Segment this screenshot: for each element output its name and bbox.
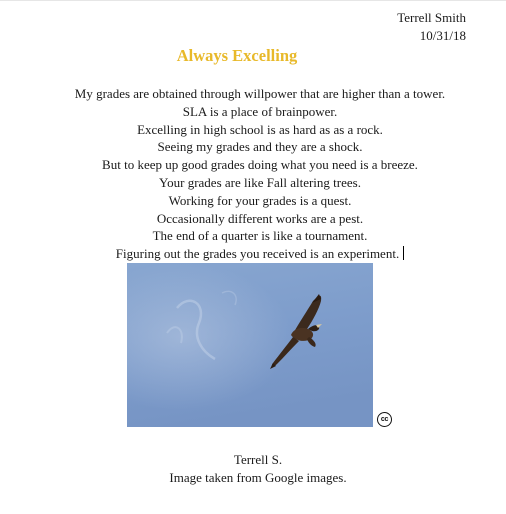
signature: Terrell S. [233, 452, 283, 467]
poem-line: Excelling in high school is as hard as as a rock. [137, 121, 383, 137]
poem-line: Your grades are like Fall altering trees. [159, 174, 361, 190]
poem-line: But to keep up good grades doing what you need is a breeze. [102, 157, 418, 173]
author-name: Terrell Smith [397, 10, 466, 25]
image-credit: Image taken from Google images. [169, 469, 347, 485]
document-footer [0, 451, 506, 486]
poem-line: Occasionally different works are a pest. [156, 210, 364, 226]
page-top-border [0, 0, 506, 1]
poem-title: Always Excelling [176, 46, 298, 65]
poem-line: SLA is a place of brainpower. [182, 103, 338, 119]
bird-photo[interactable] [127, 263, 373, 427]
poem-line: Working for your grades is a quest. [168, 192, 352, 208]
poem-line: Seeing my grades and they are a shock. [157, 139, 363, 155]
text-cursor [403, 246, 404, 260]
poem-line[interactable]: Figuring out the grades you received is an experiment. [0, 245, 506, 263]
poem-body [0, 85, 506, 263]
document-date: 10/31/18 [419, 28, 466, 43]
document-header [397, 9, 466, 45]
poem-line: The end of a quarter is like a tournament. [152, 228, 368, 244]
poem-line: My grades are obtained through willpower that are higher than a tower. [74, 86, 446, 101]
creative-commons-icon[interactable]: cc [377, 412, 392, 427]
